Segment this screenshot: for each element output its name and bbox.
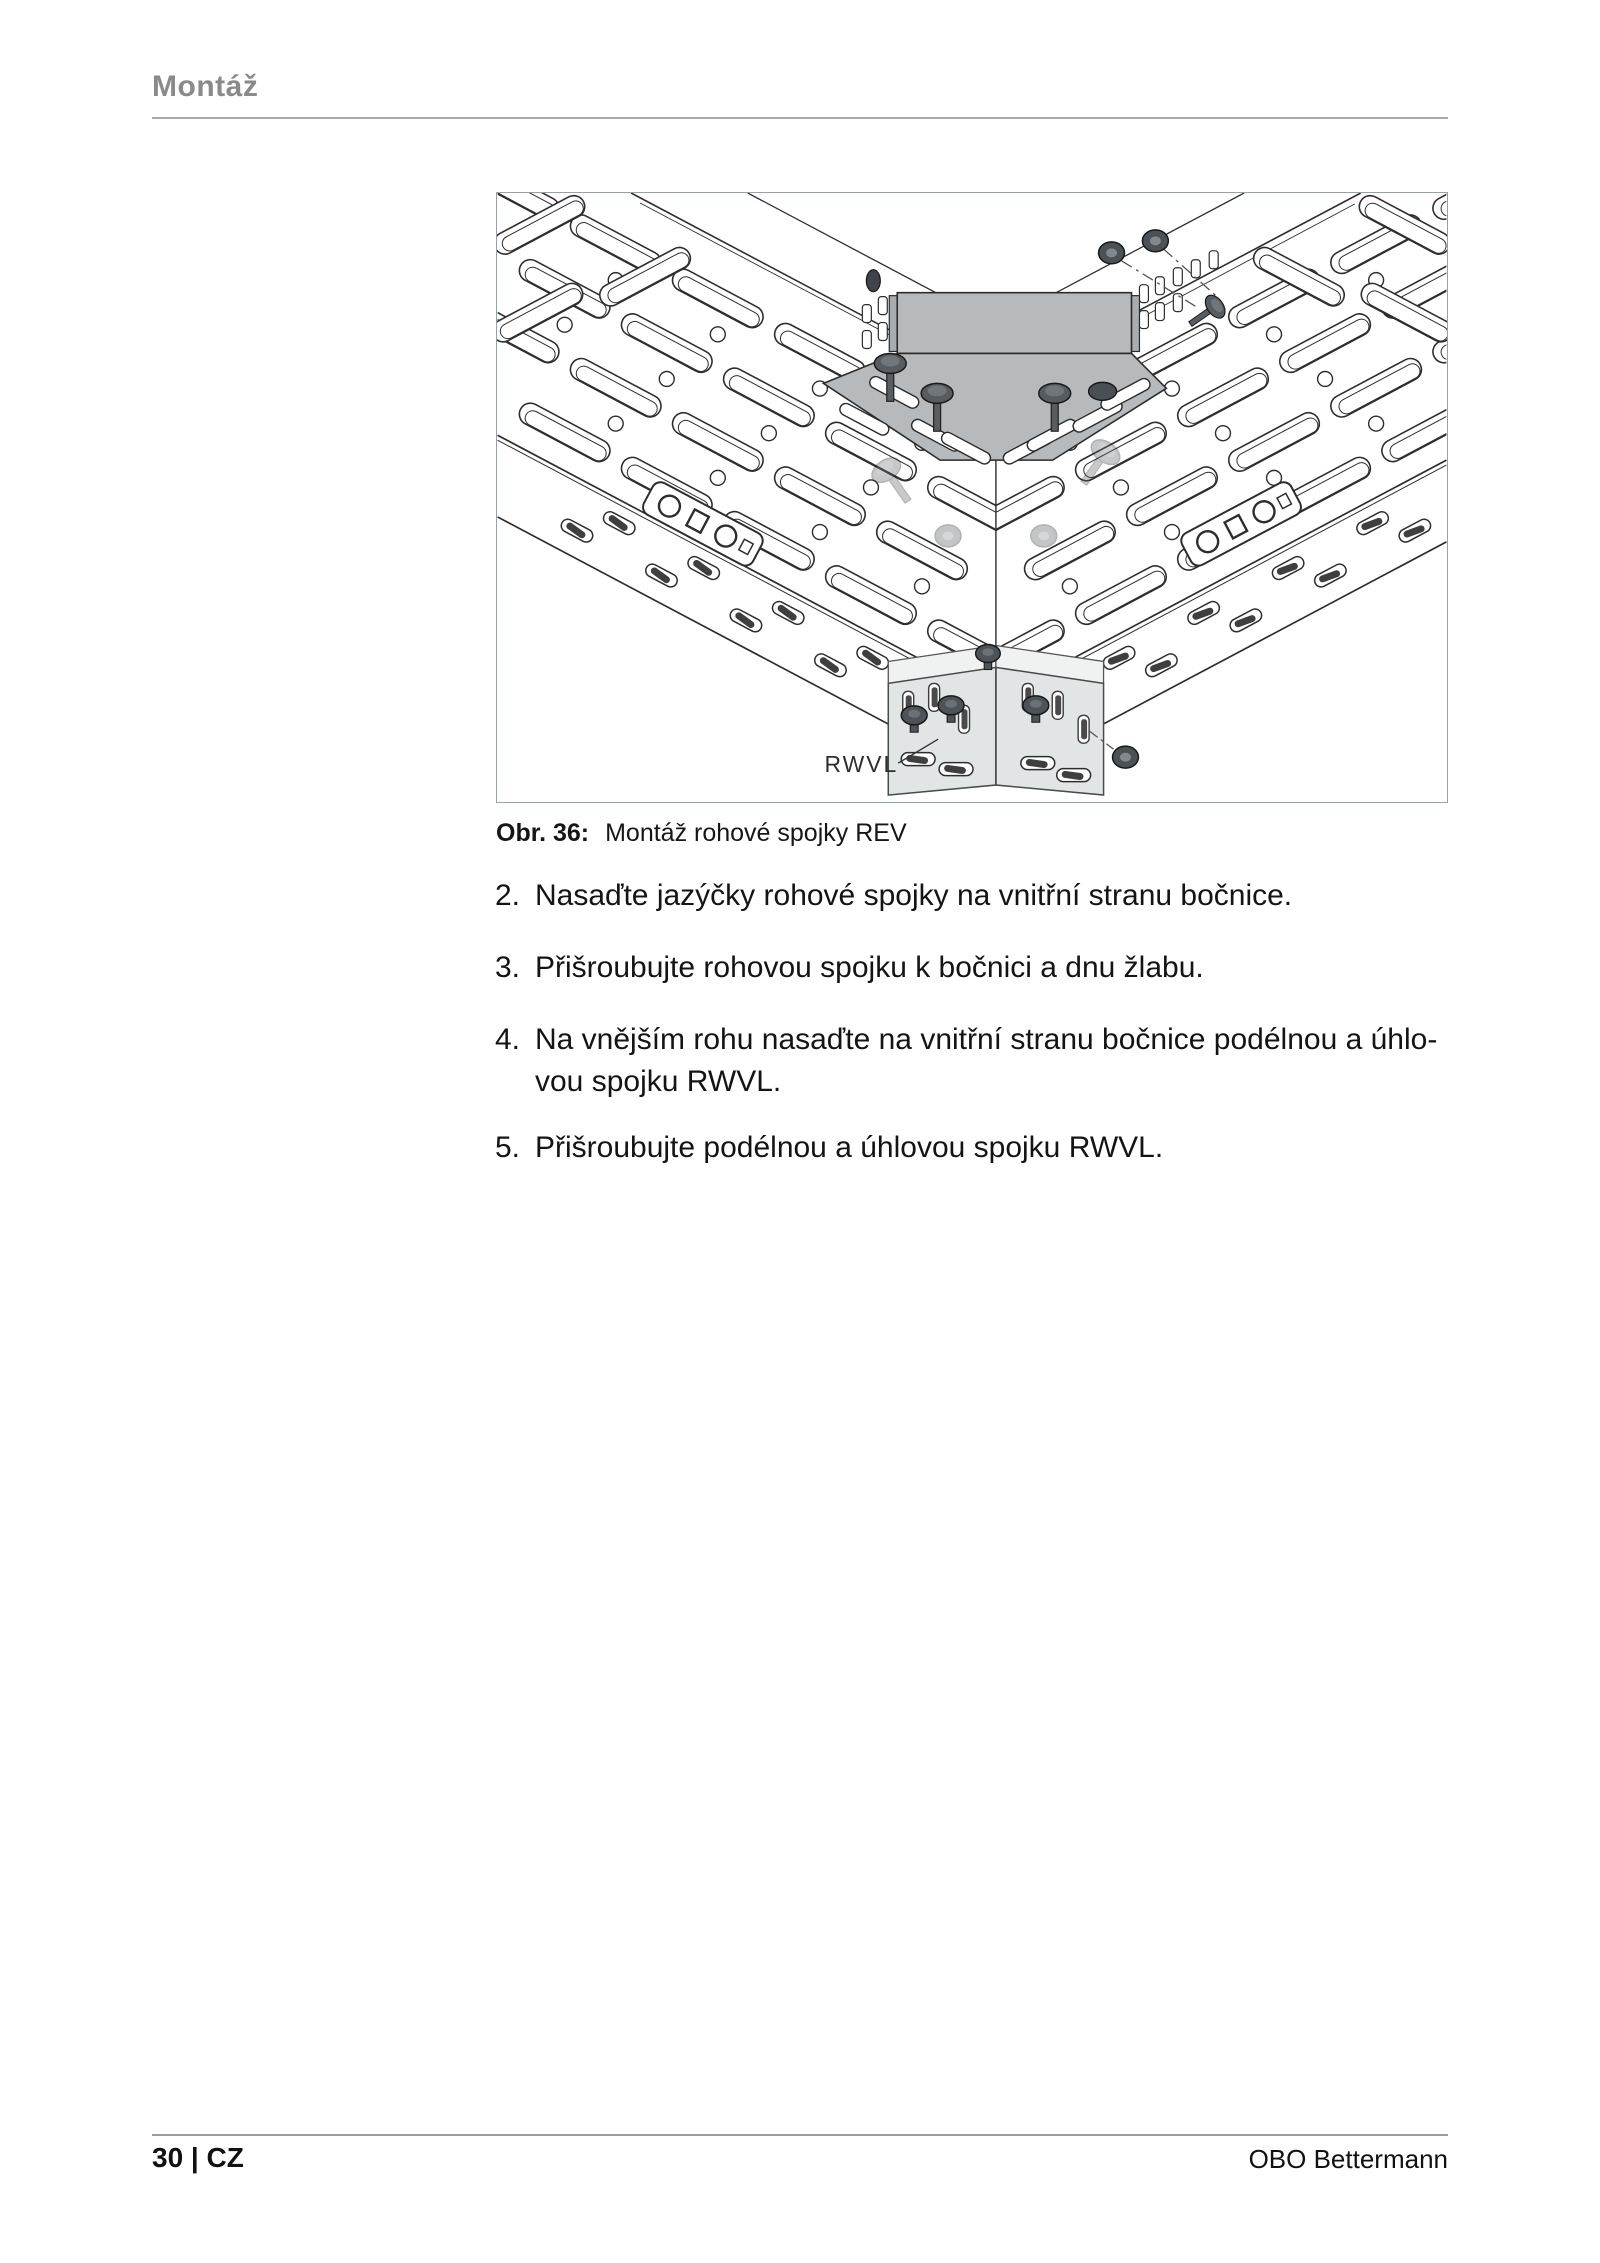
step-number: 5. (495, 1131, 521, 1164)
step-item-4 (495, 1019, 1505, 1103)
rwvl-corner-bracket (888, 644, 1138, 795)
step-line: Na vnějším rohu nasaďte na vnitřní stranu bočnice podélnou a úhlo- (535, 1023, 1438, 1056)
step-item-2 (495, 875, 1505, 917)
part-label-text: RWVL (824, 751, 899, 778)
step-line: Přišroubujte rohovou spojku k bočnici a dnu žlabu. (535, 951, 1204, 984)
corner-assembly-illustration (497, 193, 1447, 802)
step-line: Nasaďte jazýčky rohové spojky na vnitřní stranu bočnice. (535, 879, 1293, 912)
step-line: vou spojku RWVL. (535, 1065, 782, 1098)
step-item-5 (495, 1127, 1505, 1169)
caption-text: Montáž rohové spojky REV (605, 819, 907, 847)
page-number: 30 | CZ (152, 2142, 244, 2173)
footer-brand: OBO Bettermann (1248, 2144, 1448, 2174)
header-divider (152, 117, 1448, 119)
step-number: 4. (495, 1023, 521, 1056)
caption-number: Obr. 36: (496, 819, 590, 847)
figure-frame (496, 192, 1448, 803)
step-number: 3. (495, 951, 521, 984)
page-title: Montáž (152, 70, 259, 103)
step-item-3 (495, 947, 1505, 989)
footer-divider (152, 2134, 1448, 2136)
figure-caption (496, 818, 907, 848)
step-line: Přišroubujte podélnou a úhlovou spojku RWVL. (535, 1131, 1164, 1164)
step-number: 2. (495, 879, 521, 912)
